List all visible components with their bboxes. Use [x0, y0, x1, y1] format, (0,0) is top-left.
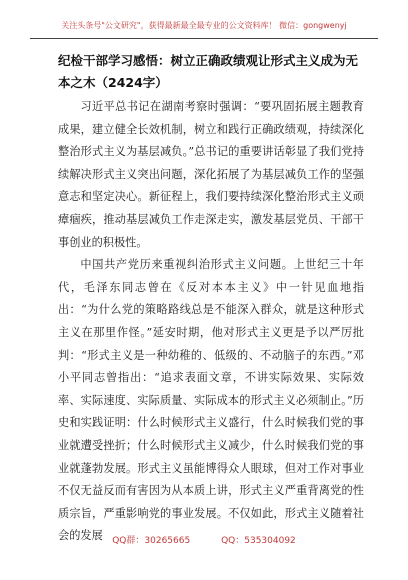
footer-qq-group: QQ群：30265665	[112, 536, 191, 546]
page-footer	[0, 533, 408, 546]
footer-qq: QQ：535304092	[221, 536, 296, 546]
header-divider	[30, 38, 378, 39]
document-title: 纪检干部学习感悟：树立正确政绩观让形式主义成为无本之木（2424字）	[58, 53, 359, 90]
paragraph: 中国共产党历来重视纠治形式主义问题。上世纪三十年代，毛泽东同志曾在《反对本本主义》中一针见血地指出：“为什么党的策略路线总是不能深入群众，就是这种形式主义在那里作怪。”延安时期，他对形式主义更是予以严厉批判：“形式主义是一种幼稚的、低级的、不动脑子的东西。”邓小平同志曾指出：“追求表面文章，不讲实际效果、实际效率、实际速度、实际质量、实际成本的形式主义必须制止。”历史和实践证明：什么时候形式主义盛行，什么时候我们党的事业就遭受挫折；什么时候形式主义减少，什么时候我们党的事业就蓬勃发展。形式主义虽能博得众人眼球，但对工作对事业不仅无益反而有害因为从本质上讲，形式主义严重背离党的性质宗旨，严重影响党的事业发展。不仅如此，形式主义随着社会的发展	[58, 258, 364, 543]
page-header: 关注头条号"公文研究"，获得最新最全最专业的公文资料库！ 微信：gongwenyj	[61, 21, 347, 30]
document-body	[58, 96, 364, 548]
paragraph: 习近平总书记在湖南考察时强调：“要巩固拓展主题教育成果，建立健全长效机制，树立和践行正确政绩观，持续深化整治形式主义为基层减负。”总书记的重要讲话彰显了我们党持续解决形式主义突出问题，深化拓展了为基层减负工作的坚强意志和坚定决心。新征程上，我们要持续深化整治形式主义顽瘴痼疾，推动基层减负工作走深走实，激发基层党员、干部干事创业的积极性。	[58, 100, 364, 249]
